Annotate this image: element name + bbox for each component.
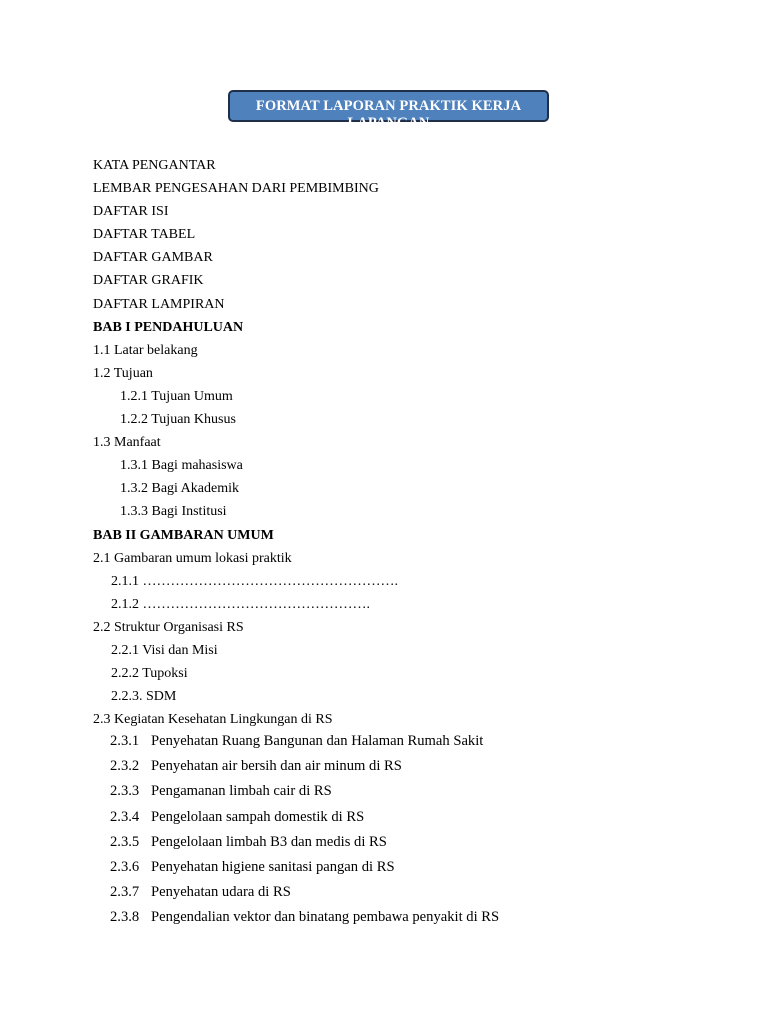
toc-subsection: 2.2.3. SDM xyxy=(111,689,177,705)
subsection-title: Pengendalian vektor dan binatang pembawa penyakit di RS xyxy=(151,909,500,926)
toc-item: DAFTAR LAMPIRAN xyxy=(93,296,225,312)
subsection-number: 2.3.6 xyxy=(110,858,140,875)
subsection-number: 2.3.1 xyxy=(110,733,140,749)
toc-item: DAFTAR GAMBAR xyxy=(93,250,213,266)
toc-section: 1.3 Manfaat xyxy=(93,435,161,451)
toc-section: 2.3 Kegiatan Kesehatan Lingkungan di RS xyxy=(93,712,333,728)
toc-subsection: 2.2.1 Visi dan Misi xyxy=(111,642,218,658)
toc-section: 1.2 Tujuan xyxy=(93,365,153,381)
subsection-title: Pengelolaan sampah domestik di RS xyxy=(151,808,365,825)
toc-section: 2.1 Gambaran umum lokasi praktik xyxy=(93,550,292,566)
toc-subsection: 1.2.2 Tujuan Khusus xyxy=(120,412,236,428)
subsection-number: 2.3.8 xyxy=(110,909,140,926)
subsection-title: Pengelolaan limbah B3 dan medis di RS xyxy=(151,833,387,850)
subsection-title: Penyehatan udara di RS xyxy=(151,884,291,901)
toc-subsection xyxy=(110,880,499,905)
document-title-box xyxy=(228,90,549,131)
toc-subsection xyxy=(110,754,499,779)
subsection-number: 2.3.2 xyxy=(110,758,140,775)
subsection-number: 2.3.4 xyxy=(110,808,140,825)
toc-item: DAFTAR ISI xyxy=(93,204,169,220)
toc-subsection xyxy=(110,830,499,855)
section-2-3-subsections xyxy=(110,729,499,931)
subsection-title: Pengamanan limbah cair di RS xyxy=(151,783,332,800)
toc-subsection: 1.2.1 Tujuan Umum xyxy=(120,388,233,404)
table-of-contents xyxy=(93,154,398,731)
toc-item: KATA PENGANTAR xyxy=(93,158,216,173)
subsection-title: Penyehatan air bersih dan air minum di RS xyxy=(151,758,402,775)
toc-subsection: 2.1.1 ………………………………………………. xyxy=(111,573,398,589)
toc-subsection xyxy=(110,855,499,880)
toc-subsection xyxy=(110,729,499,754)
toc-subsection: 2.1.2 …………………………………………. xyxy=(111,596,370,612)
toc-item: DAFTAR GRAFIK xyxy=(93,273,204,289)
toc-section: 1.1 Latar belakang xyxy=(93,342,198,358)
document-title-continuation: LAPANGAN xyxy=(347,115,430,131)
toc-subsection xyxy=(110,905,499,930)
subsection-number: 2.3.7 xyxy=(110,884,140,901)
toc-subsection: 1.3.3 Bagi Institusi xyxy=(120,504,227,520)
toc-subsection: 1.3.2 Bagi Akademik xyxy=(120,481,239,497)
subsection-number: 2.3.3 xyxy=(110,783,140,800)
toc-subsection: 1.3.1 Bagi mahasiswa xyxy=(120,458,243,474)
chapter-heading: BAB II GAMBARAN UMUM xyxy=(93,527,274,543)
subsection-title: Penyehatan Ruang Bangunan dan Halaman Rumah Sakit xyxy=(151,733,484,749)
toc-subsection: 2.2.2 Tupoksi xyxy=(111,666,188,682)
toc-item: LEMBAR PENGESAHAN DARI PEMBIMBING xyxy=(93,181,379,197)
subsection-number: 2.3.5 xyxy=(110,833,140,850)
subsection-title: Penyehatan higiene sanitasi pangan di RS xyxy=(151,858,395,875)
toc-subsection xyxy=(110,805,499,830)
toc-subsection xyxy=(110,779,499,804)
toc-section: 2.2 Struktur Organisasi RS xyxy=(93,619,244,635)
document-title: FORMAT LAPORAN PRAKTIK KERJA xyxy=(255,98,522,114)
chapter-heading: BAB I PENDAHULUAN xyxy=(93,319,244,335)
toc-item: DAFTAR TABEL xyxy=(93,227,196,243)
